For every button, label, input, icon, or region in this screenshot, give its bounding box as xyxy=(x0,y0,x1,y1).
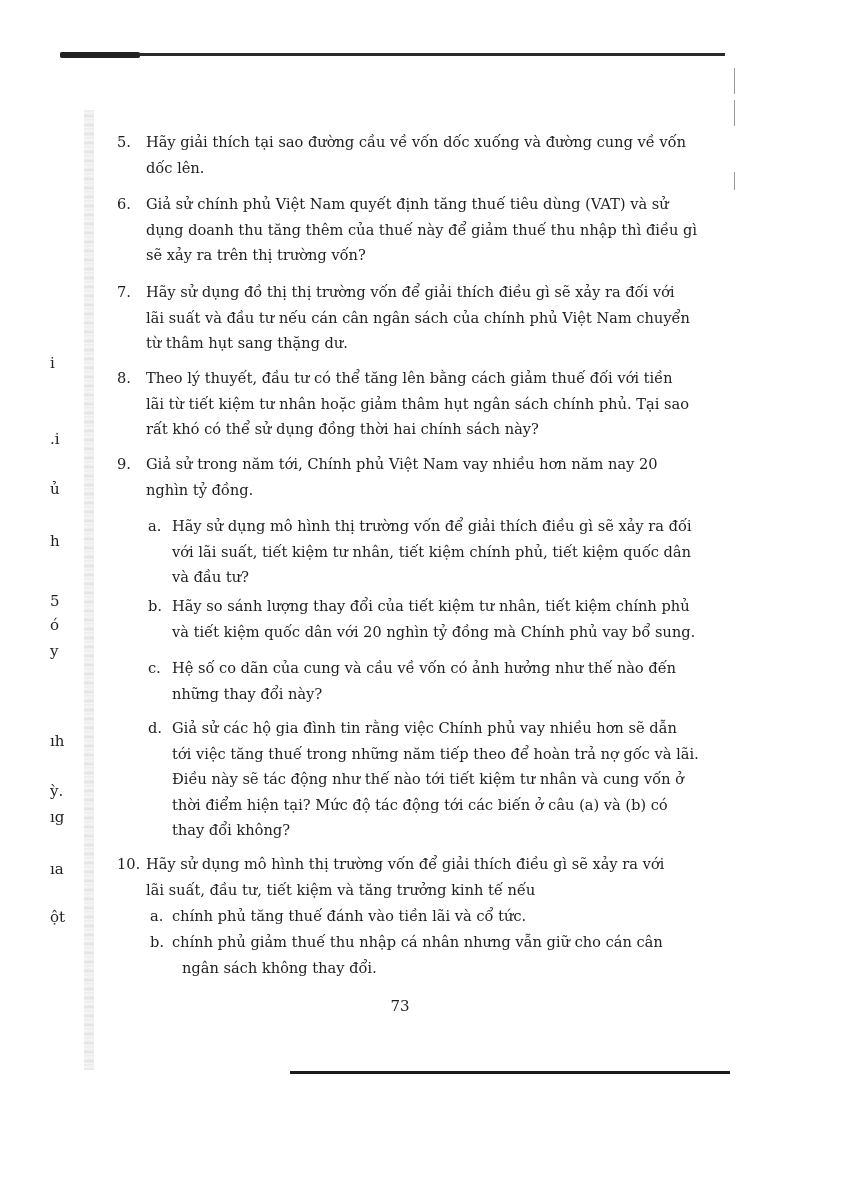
question-text: và đầu tư? xyxy=(172,569,249,586)
question-number: b. xyxy=(150,934,164,951)
header-rule xyxy=(60,53,725,56)
question-number: c. xyxy=(148,660,161,677)
margin-fragment: y xyxy=(50,642,59,660)
margin-fragment: ıg xyxy=(50,808,65,826)
question-5 xyxy=(117,130,686,181)
margin-fragment: i xyxy=(50,354,55,372)
question-text: Giả sử các hộ gia đình tin rằng việc Chính phủ vay nhiều hơn sẽ dẫn xyxy=(172,720,677,737)
question-text: từ thâm hụt sang thặng dư. xyxy=(146,335,348,352)
question-number: 7. xyxy=(117,284,131,301)
binding-gutter xyxy=(84,110,94,1070)
margin-fragment: 5 xyxy=(50,592,60,610)
question-text: chính phủ giảm thuế thu nhập cá nhân nhưng vẫn giữ cho cán cân xyxy=(172,934,663,951)
question-text: sẽ xảy ra trên thị trường vốn? xyxy=(146,247,366,264)
question-text: thời điểm hiện tại? Mức độ tác động tới các biến ở câu (a) và (b) có xyxy=(172,796,668,814)
margin-fragment: ủ xyxy=(50,480,60,498)
question-text: tới việc tăng thuế trong những năm tiếp theo để hoàn trả nợ gốc và lãi. xyxy=(172,745,699,763)
question-text: Điều này sẽ tác động như thế nào tới tiết kiệm tư nhân và cung vốn ở xyxy=(172,771,684,788)
question-number: 9. xyxy=(117,456,131,473)
question-number: d. xyxy=(148,720,162,737)
question-6 xyxy=(117,192,697,269)
question-9 xyxy=(117,452,658,503)
question-10b xyxy=(150,930,663,981)
margin-fragment: h xyxy=(50,532,60,550)
margin-fragment: ó xyxy=(50,616,60,634)
question-9b xyxy=(148,594,695,645)
question-7 xyxy=(117,280,690,357)
question-9c xyxy=(148,656,676,707)
margin-fragment: ıh xyxy=(50,732,65,750)
question-9a xyxy=(148,514,692,591)
edge-mark xyxy=(734,100,735,126)
footer-rule xyxy=(290,1071,730,1074)
question-text: Giả sử trong năm tới, Chính phủ Việt Nam vay nhiều hơn năm nay 20 xyxy=(146,456,658,473)
question-number: 5. xyxy=(117,134,131,151)
question-text: lãi suất và đầu tư nếu cán cân ngân sách của chính phủ Việt Nam chuyển xyxy=(146,309,690,327)
edge-mark xyxy=(734,68,735,94)
question-text: và tiết kiệm quốc dân với 20 nghìn tỷ đồng mà Chính phủ vay bổ sung. xyxy=(172,623,696,641)
question-text: lãi suất, đầu tư, tiết kiệm và tăng trưởng kinh tế nếu xyxy=(146,881,536,899)
question-number: 8. xyxy=(117,370,131,387)
edge-mark xyxy=(734,172,735,190)
question-9d xyxy=(148,716,699,844)
page-number: 73 xyxy=(390,997,410,1015)
question-text: Hãy sử dụng đồ thị thị trường vốn để giải thích điều gì sẽ xảy ra đối với xyxy=(146,284,675,301)
question-number: 6. xyxy=(117,196,131,213)
margin-fragment: .i xyxy=(50,430,60,448)
question-text: Hệ số co dãn của cung và cầu về vốn có ảnh hưởng như thế nào đến xyxy=(172,660,677,677)
question-10a xyxy=(150,904,526,930)
question-text: Hãy sử dụng mô hình thị trường vốn để giải thích điều gì sẽ xảy ra với xyxy=(146,856,665,873)
question-text: thay đổi không? xyxy=(172,822,291,839)
question-text: Hãy giải thích tại sao đường cầu về vốn dốc xuống và đường cung về vốn xyxy=(146,134,686,151)
question-8 xyxy=(117,366,689,443)
question-text: Hãy sử dụng mô hình thị trường vốn để giải thích điều gì sẽ xảy ra đối xyxy=(172,518,692,535)
question-text: lãi từ tiết kiệm tư nhân hoặc giảm thâm hụt ngân sách chính phủ. Tại sao xyxy=(146,395,689,413)
question-text: nghìn tỷ đồng. xyxy=(146,481,254,499)
question-number: a. xyxy=(150,908,164,925)
question-text: dụng doanh thu tăng thêm của thuế này để giảm thuế thu nhập thì điều gì xyxy=(146,221,697,239)
question-number: a. xyxy=(148,518,162,535)
question-text: dốc lên. xyxy=(146,159,205,177)
question-10 xyxy=(117,852,664,903)
question-text: Hãy so sánh lượng thay đổi của tiết kiệm tư nhân, tiết kiệm chính phủ xyxy=(172,598,690,615)
margin-fragment: ỳ. xyxy=(50,782,64,800)
question-text: chính phủ tăng thuế đánh vào tiền lãi và cổ tức. xyxy=(172,908,527,925)
question-text: với lãi suất, tiết kiệm tư nhân, tiết kiệm chính phủ, tiết kiệm quốc dân xyxy=(172,543,691,561)
question-number: b. xyxy=(148,598,162,615)
question-text: Theo lý thuyết, đầu tư có thể tăng lên bằng cách giảm thuế đối với tiền xyxy=(146,370,673,387)
question-text: ngân sách không thay đổi. xyxy=(182,959,377,977)
question-number: 10. xyxy=(117,856,141,873)
header-rule-mark xyxy=(60,52,140,58)
margin-fragment: ột xyxy=(50,908,66,926)
question-text: những thay đổi này? xyxy=(172,685,323,703)
question-text: rất khó có thể sử dụng đồng thời hai chính sách này? xyxy=(146,421,539,438)
margin-fragment: ıa xyxy=(50,860,64,878)
question-text: Giả sử chính phủ Việt Nam quyết định tăng thuế tiêu dùng (VAT) và sử xyxy=(146,196,669,213)
